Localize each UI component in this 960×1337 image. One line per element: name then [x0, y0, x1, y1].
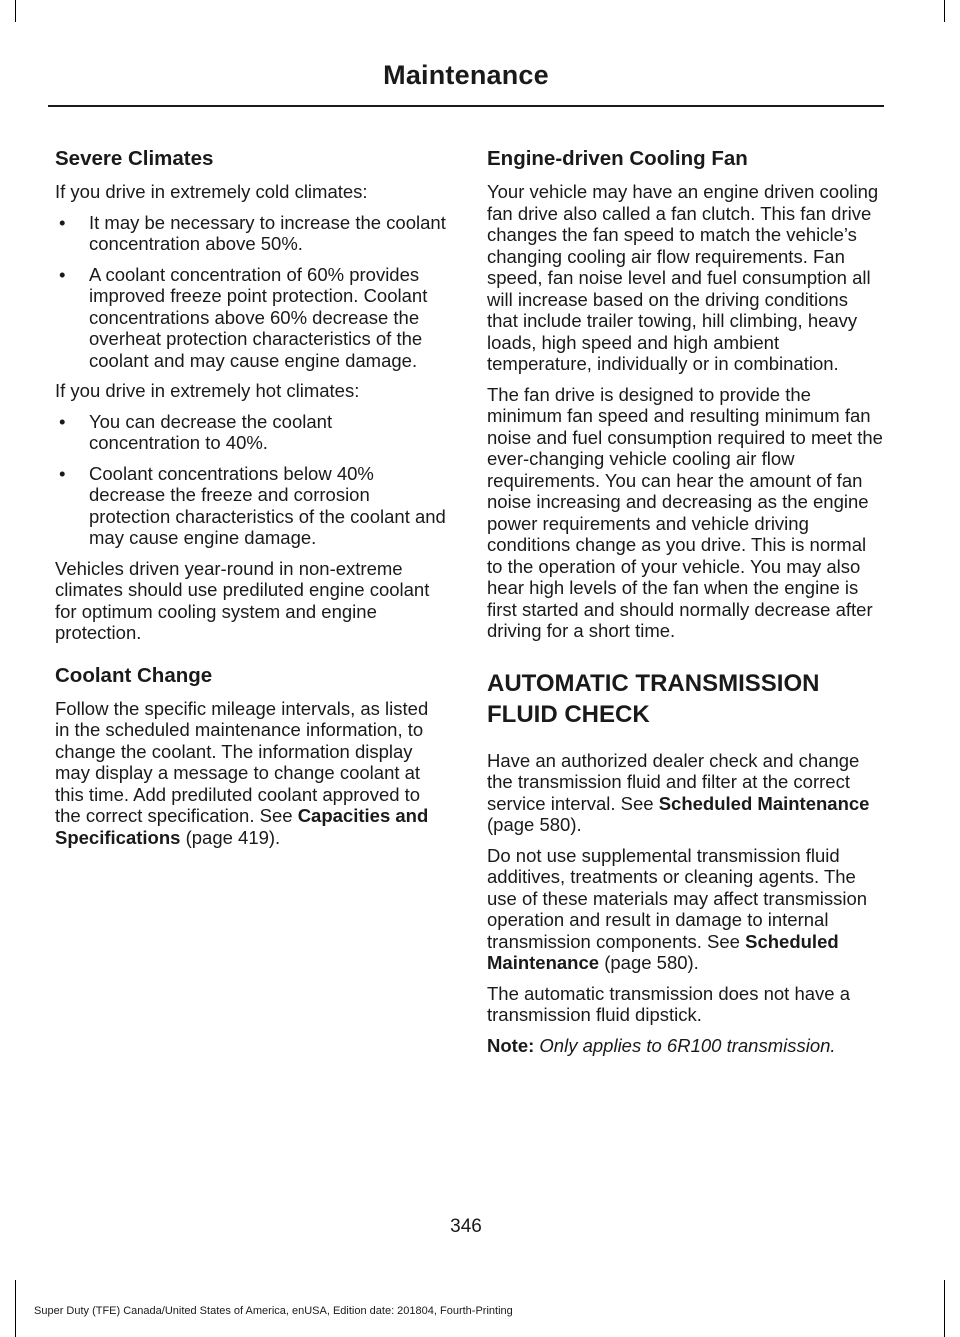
- coolant-change-text: Follow the specific mileage intervals, as listed in the scheduled maintenance information, to change the coolant. The information display may display a message to change coolant at this time. Add prediluted coolant approved to the correct specification. See: [55, 697, 429, 826]
- list-item-text: A coolant concentration of 60% provides improved freeze point protection. Coolant concentrations above 60% decrease the overheat protection characteristics of the coolant and may cause engine damage.: [89, 263, 428, 371]
- heading-line-2: FLUID CHECK: [487, 700, 650, 728]
- list-item-text: Coolant concentrations below 40% decrease the freeze and corrosion protection characteristics of the coolant and may cause engine damage.: [89, 462, 446, 548]
- severe-climates-heading: Severe Climates: [55, 147, 214, 170]
- list-item: [55, 463, 447, 549]
- left-column: [55, 147, 447, 857]
- crop-mark-top-left: [15, 0, 16, 22]
- list-item-text: It may be necessary to increase the coolant concentration above 50%.: [89, 211, 446, 254]
- cold-climates-intro: If you drive in extremely cold climates:: [55, 181, 368, 202]
- paragraph-text: Do not use supplemental transmission fluid additives, treatments or cleaning agents. The use of these materials may affect transmission operation and result in damage to internal transmission components. See: [487, 844, 868, 952]
- reference-page: (page 580).: [487, 814, 582, 835]
- coolant-change-paragraph: [55, 698, 447, 849]
- reference-page: (page 580).: [599, 952, 699, 973]
- bullet: •: [59, 263, 66, 285]
- crop-mark-bottom-right: [944, 1280, 945, 1337]
- page-number: 346: [450, 1216, 482, 1237]
- hot-climates-intro: If you drive in extremely hot climates:: [55, 380, 360, 401]
- capacities-reference-link[interactable]: Capacities and Specifications: [55, 805, 429, 848]
- scheduled-maintenance-link[interactable]: Scheduled Maintenance: [487, 930, 839, 973]
- non-extreme-paragraph: Vehicles driven year-round in non-extreme climates should use prediluted engine coolant for optimum cooling system and engine protection.: [55, 557, 430, 643]
- list-item: [55, 264, 447, 372]
- page-title: Maintenance: [383, 60, 549, 90]
- crop-mark-bottom-left: [15, 1280, 16, 1337]
- cooling-fan-heading: Engine-driven Cooling Fan: [487, 147, 748, 170]
- cooling-fan-paragraph-2: The fan drive is designed to provide the minimum fan speed and resulting minimum fan noise and fuel consumption required to meet the ever-changing vehicle cooling air flow requirements. You can hear the amount of fan noise increasing and decreasing as the engine power requirements and vehicle driving conditions change as you drive. This is normal to the operation of your vehicle. You may also hear high levels of the fan when the engine is first started and should normally decrease after driving for a short time.: [487, 383, 883, 641]
- list-item: [55, 212, 447, 255]
- transmission-note: [487, 1035, 883, 1057]
- right-column: [487, 147, 883, 1065]
- footer-edition-text: Super Duty (TFE) Canada/United States of America, enUSA, Edition date: 201804, Fourth-Printing: [34, 1305, 513, 1317]
- crop-mark-top-right: [944, 0, 945, 22]
- list-item-text: You can decrease the coolant concentration to 40%.: [89, 410, 333, 453]
- transmission-fluid-heading: [487, 668, 883, 730]
- transmission-paragraph-1: [487, 750, 883, 836]
- bullet: •: [59, 462, 66, 484]
- transmission-paragraph-2: [487, 845, 883, 974]
- transmission-paragraph-3: The automatic transmission does not have a transmission fluid dipstick.: [487, 982, 850, 1025]
- note-text: Only applies to 6R100 transmission.: [539, 1034, 836, 1056]
- list-item: [55, 411, 447, 454]
- paragraph-text: Have an authorized dealer check and change the transmission fluid and filter at the correct service interval. See: [487, 749, 860, 814]
- cooling-fan-paragraph-1: Your vehicle may have an engine driven cooling fan drive also called a fan clutch. This fan drive changes the fan speed to match the vehicle’s changing cooling air flow requirements. Fan speed, fan noise level and fuel consumption all will increase based on the driving conditions that include trailer towing, hill climbing, heavy loads, high speed and high ambient temperature, individually or in combination.: [487, 181, 879, 374]
- header-divider: [48, 105, 884, 107]
- note-label: Note:: [487, 1034, 535, 1056]
- hot-climates-list: [55, 411, 447, 549]
- cold-climates-list: [55, 212, 447, 372]
- bullet: •: [59, 410, 66, 432]
- scheduled-maintenance-link[interactable]: Scheduled Maintenance: [658, 792, 870, 814]
- heading-line-1: AUTOMATIC TRANSMISSION: [487, 669, 820, 697]
- bullet: •: [59, 211, 66, 233]
- coolant-change-heading: Coolant Change: [55, 663, 213, 687]
- reference-page: (page 419).: [180, 826, 281, 848]
